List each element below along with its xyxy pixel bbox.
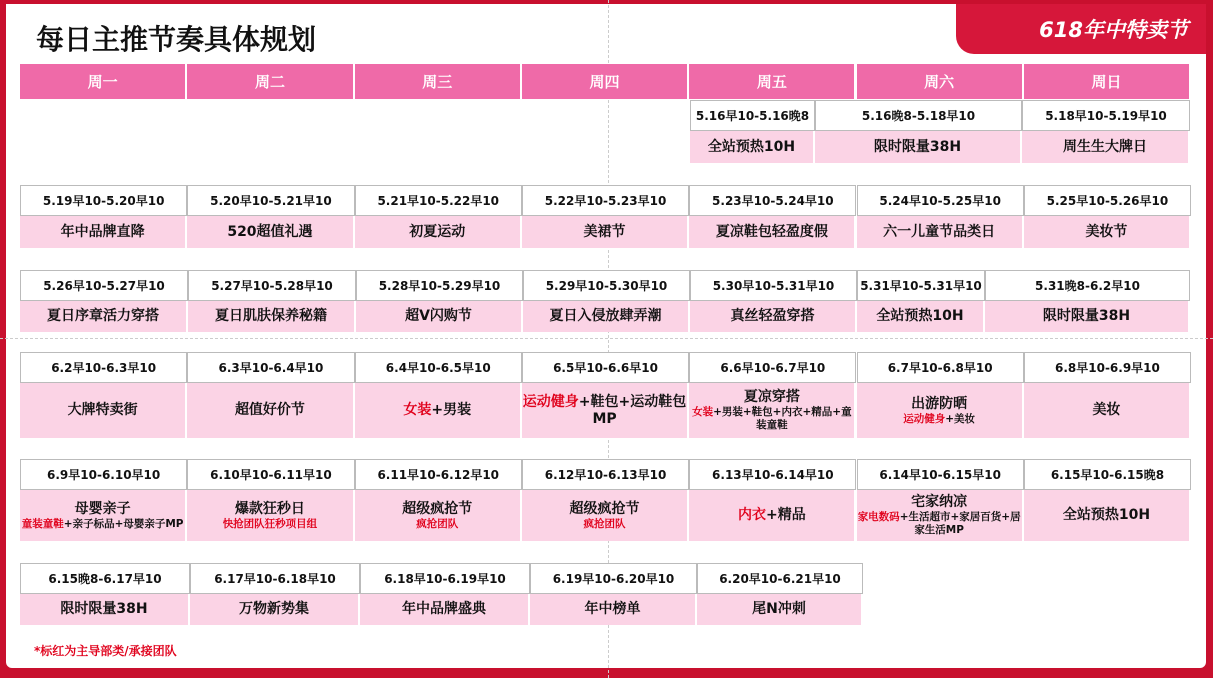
date-range-label: 6.7早10-6.8早10 <box>887 361 993 375</box>
weekday-header <box>187 64 354 99</box>
date-range-cell <box>20 563 190 594</box>
date-range-label: 6.19早10-6.20早10 <box>552 572 675 586</box>
event-cell <box>20 216 187 248</box>
date-range-label: 6.8早10-6.9早10 <box>1054 361 1160 375</box>
event-cell <box>355 383 522 438</box>
event-text: 年中榜单 <box>584 601 641 617</box>
event-title <box>911 494 967 511</box>
event-highlight: 女装 <box>403 402 432 418</box>
weekday-header <box>20 64 187 99</box>
event-cell <box>356 301 523 332</box>
event-text: +鞋包+运动鞋包MP <box>578 393 687 427</box>
date-range-label: 5.31晚8-6.2早10 <box>1035 279 1140 293</box>
event-text: 爆款狂秒日 <box>234 500 305 517</box>
event-text: 夏日入侵放肆弄潮 <box>549 308 662 324</box>
date-range-cell <box>187 352 354 383</box>
event-text: 超V闪购节 <box>405 308 472 324</box>
event-cell <box>985 301 1190 332</box>
event-title <box>716 224 828 241</box>
date-range-label: 5.29早10-5.30早10 <box>545 279 668 293</box>
event-text: 限时限量38H <box>1042 308 1131 324</box>
event-title <box>1043 308 1130 325</box>
date-range-cell <box>20 352 187 383</box>
date-range-cell <box>1022 100 1190 131</box>
brand-banner <box>956 4 1206 54</box>
weekday-header <box>857 64 1024 99</box>
event-cell <box>522 490 689 541</box>
event-title <box>744 389 800 406</box>
event-cell <box>188 301 356 332</box>
event-cell <box>190 594 360 625</box>
event-cell <box>1022 131 1190 163</box>
date-range-label: 6.15晚8-6.17早10 <box>48 572 162 586</box>
date-range-label: 6.9早10-6.10早10 <box>47 468 161 482</box>
weekday-header <box>355 64 522 99</box>
weekday-header <box>1024 64 1191 99</box>
event-text: 超值好价节 <box>234 402 305 418</box>
event-title <box>402 501 472 518</box>
date-range-label: 5.24早10-5.25早10 <box>879 194 1001 208</box>
date-range-cell <box>187 185 354 216</box>
date-range-label: 6.10早10-6.11早10 <box>210 468 332 482</box>
event-cell <box>522 383 689 438</box>
event-cell <box>1024 490 1191 541</box>
weekday-label: 周四 <box>589 73 620 91</box>
event-text: 母婴亲子 <box>74 500 131 517</box>
event-cell <box>690 301 857 332</box>
date-range-cell <box>690 100 815 131</box>
event-text: 美妆 <box>1092 402 1121 418</box>
event-title <box>47 308 159 325</box>
event-cell <box>360 594 530 625</box>
event-text: 超级疯抢节 <box>569 500 640 517</box>
date-range-label: 6.15早10-6.15晚8 <box>1050 468 1165 482</box>
event-cell <box>857 383 1024 438</box>
date-range-cell <box>689 352 856 383</box>
date-range-label: 5.27早10-5.28早10 <box>211 279 333 293</box>
date-range-cell <box>355 352 522 383</box>
brand-logo: 618年中特卖节 <box>1039 18 1188 42</box>
date-range-cell <box>356 270 523 301</box>
event-title <box>883 224 995 241</box>
weekday-label: 周三 <box>422 73 453 91</box>
event-text: 真丝轻盈穿搭 <box>730 308 815 324</box>
event-cell <box>20 594 190 625</box>
event-cell <box>815 131 1022 163</box>
event-text: 年中品牌直降 <box>60 223 145 240</box>
event-sub-text: +亲子标品+母婴亲子MP <box>63 517 184 530</box>
event-title <box>409 224 465 241</box>
event-text: 限时限量38H <box>873 138 962 155</box>
event-sub-text: +男装+鞋包+内衣+精品+童装童鞋 <box>713 406 852 431</box>
event-text: 初夏运动 <box>409 223 466 240</box>
event-text: 出游防晒 <box>911 395 968 412</box>
event-title <box>731 308 815 325</box>
event-text: +精品 <box>765 507 806 523</box>
event-cell <box>187 383 354 438</box>
event-cell <box>530 594 697 625</box>
event-text: 全站预热10H <box>707 138 796 155</box>
date-range-label: 6.5早10-6.6早10 <box>553 361 658 375</box>
event-text: 夏日序章活力穿搭 <box>47 308 159 324</box>
event-subtitle <box>416 518 458 531</box>
event-title <box>235 501 305 518</box>
weekday-header <box>689 64 856 99</box>
event-text: 超级疯抢节 <box>402 500 473 517</box>
date-range-cell <box>522 352 689 383</box>
event-text: 限时限量38H <box>60 601 148 617</box>
date-range-cell <box>20 270 188 301</box>
event-title <box>1063 507 1150 524</box>
date-range-cell <box>187 459 354 490</box>
event-text: 全站预热10H <box>876 308 964 324</box>
page-title: 每日主推节奏具体规划 <box>36 23 317 56</box>
event-title <box>75 501 131 518</box>
date-range-cell <box>857 352 1024 383</box>
date-range-label: 5.26早10-5.27早10 <box>43 279 165 293</box>
date-range-label: 5.21早10-5.22早10 <box>377 194 500 208</box>
event-sub-highlight: 家电数码 <box>857 511 900 523</box>
date-range-label: 5.22早10-5.23早10 <box>544 194 667 208</box>
event-text: 宅家纳凉 <box>911 494 968 510</box>
event-subtitle <box>857 511 1022 537</box>
event-cell <box>689 490 856 541</box>
event-title <box>68 402 138 419</box>
date-range-cell <box>530 563 697 594</box>
event-cell <box>20 383 187 438</box>
date-range-label: 6.6早10-6.7早10 <box>720 361 826 375</box>
event-cell <box>1024 216 1191 248</box>
event-title <box>738 507 806 524</box>
date-range-label: 5.23早10-5.24早10 <box>712 194 834 208</box>
date-range-cell <box>689 459 856 490</box>
date-range-cell <box>985 270 1190 301</box>
event-sub-highlight: 童装童鞋 <box>21 517 64 530</box>
event-subtitle <box>903 413 975 426</box>
event-text: 万物新势集 <box>239 601 309 617</box>
footnote: *标红为主导部类/承接团队 <box>34 644 177 658</box>
event-subtitle <box>22 518 184 531</box>
event-title <box>570 501 640 518</box>
event-text: 美裙节 <box>583 223 626 240</box>
event-text: 尾N冲刺 <box>752 601 806 617</box>
event-sub-highlight: 疯抢团队 <box>416 517 459 530</box>
event-title <box>405 308 472 325</box>
event-sub-text: +生活超市+家居百货+居家生活MP <box>899 511 1021 536</box>
weekday-label: 周一 <box>87 73 118 91</box>
event-title <box>752 601 806 618</box>
date-range-cell <box>857 459 1024 490</box>
date-range-label: 5.28早10-5.29早10 <box>378 279 501 293</box>
event-text: +男装 <box>431 402 472 418</box>
event-title <box>874 139 961 156</box>
event-cell <box>857 216 1024 248</box>
event-cell <box>522 216 689 248</box>
date-range-label: 5.18早10-5.19早10 <box>1045 109 1167 123</box>
event-text: 全站预热10H <box>1062 507 1151 523</box>
event-cell <box>20 301 188 332</box>
event-title <box>239 601 309 618</box>
event-title <box>1092 402 1120 419</box>
event-subtitle <box>689 406 854 432</box>
event-title <box>522 394 687 428</box>
event-text: 520超值礼遇 <box>227 223 313 240</box>
event-text: 夏凉鞋包轻盈度假 <box>715 223 828 240</box>
event-cell <box>857 301 985 332</box>
date-range-label: 6.12早10-6.13早10 <box>544 468 667 482</box>
event-subtitle <box>223 518 318 531</box>
date-range-cell <box>689 185 856 216</box>
event-cell <box>355 216 522 248</box>
event-text: 周生生大牌日 <box>1063 138 1147 155</box>
date-range-cell <box>20 459 187 490</box>
weekday-label: 周五 <box>756 73 787 91</box>
date-range-cell <box>857 185 1024 216</box>
date-range-cell <box>522 185 689 216</box>
date-range-cell <box>690 270 857 301</box>
event-title <box>227 224 312 241</box>
date-range-cell <box>190 563 360 594</box>
date-range-cell <box>360 563 530 594</box>
event-title <box>584 224 626 241</box>
date-range-label: 5.25早10-5.26早10 <box>1046 194 1169 208</box>
event-text: 年中品牌盛典 <box>402 601 486 617</box>
weekday-label: 周二 <box>254 73 285 91</box>
event-title <box>60 601 147 618</box>
date-range-cell <box>20 185 187 216</box>
event-cell <box>697 594 863 625</box>
event-title <box>61 224 145 241</box>
event-text: 夏日肌肤保养秘籍 <box>215 308 327 324</box>
date-range-label: 6.2早10-6.3早10 <box>51 361 157 375</box>
date-range-label: 6.3早10-6.4早10 <box>218 361 324 375</box>
date-range-cell <box>355 185 522 216</box>
weekday-label: 周六 <box>924 73 955 91</box>
event-title <box>1063 139 1147 156</box>
event-sub-highlight: 快抢团队狂秒项目组 <box>222 517 318 530</box>
date-range-label: 5.30早10-5.31早10 <box>712 279 835 293</box>
weekday-label: 周日 <box>1091 73 1122 91</box>
date-range-cell <box>815 100 1022 131</box>
event-subtitle <box>584 518 626 531</box>
event-title <box>876 308 963 325</box>
event-sub-text: +美妆 <box>945 412 976 425</box>
event-text: 美妆节 <box>1085 223 1128 240</box>
date-range-label: 6.17早10-6.18早10 <box>214 572 336 586</box>
date-range-cell <box>1024 352 1191 383</box>
event-title <box>911 396 967 413</box>
weekday-header <box>522 64 689 99</box>
date-range-cell <box>697 563 863 594</box>
event-cell <box>689 216 856 248</box>
date-range-cell <box>1024 185 1191 216</box>
event-highlight: 运动健身 <box>522 393 579 410</box>
event-title <box>402 601 486 618</box>
date-range-label: 6.14早10-6.15早10 <box>879 468 1001 482</box>
event-title <box>403 402 471 419</box>
event-title <box>235 402 305 419</box>
event-text: 六一儿童节品类日 <box>883 223 996 240</box>
event-sub-highlight: 疯抢团队 <box>583 517 626 530</box>
date-range-cell <box>1024 459 1191 490</box>
event-title <box>215 308 327 325</box>
date-range-label: 5.31早10-5.31早10 <box>860 279 982 293</box>
date-range-label: 5.16晚8-5.18早10 <box>861 109 976 123</box>
event-title <box>1085 224 1127 241</box>
date-range-cell <box>522 459 689 490</box>
date-range-cell <box>523 270 690 301</box>
event-cell <box>20 490 187 541</box>
event-cell <box>523 301 690 332</box>
event-text: 大牌特卖街 <box>67 402 138 418</box>
event-cell <box>689 383 856 438</box>
event-cell <box>355 490 522 541</box>
event-highlight: 内衣 <box>737 507 766 523</box>
date-range-cell <box>355 459 522 490</box>
event-title <box>708 139 795 156</box>
guide-line-horizontal <box>0 338 1213 339</box>
event-sub-highlight: 运动健身 <box>903 412 946 425</box>
date-range-label: 6.20早10-6.21早10 <box>719 572 841 586</box>
event-title <box>550 308 662 325</box>
event-cell <box>690 131 815 163</box>
date-range-label: 5.20早10-5.21早10 <box>210 194 332 208</box>
date-range-label: 6.11早10-6.12早10 <box>377 468 500 482</box>
event-title <box>585 601 641 618</box>
date-range-label: 6.4早10-6.5早10 <box>385 361 491 375</box>
date-range-label: 5.19早10-5.20早10 <box>42 194 165 208</box>
event-cell <box>857 490 1024 541</box>
date-range-label: 6.13早10-6.14早10 <box>712 468 834 482</box>
event-text: 夏凉穿搭 <box>743 389 800 405</box>
event-sub-highlight: 女装 <box>692 406 714 418</box>
date-range-label: 5.16早10-5.16晚8 <box>695 109 810 123</box>
event-cell <box>187 490 354 541</box>
date-range-cell <box>188 270 356 301</box>
event-cell <box>1024 383 1191 438</box>
date-range-label: 6.18早10-6.19早10 <box>384 572 506 586</box>
date-range-cell <box>857 270 985 301</box>
event-cell <box>187 216 354 248</box>
